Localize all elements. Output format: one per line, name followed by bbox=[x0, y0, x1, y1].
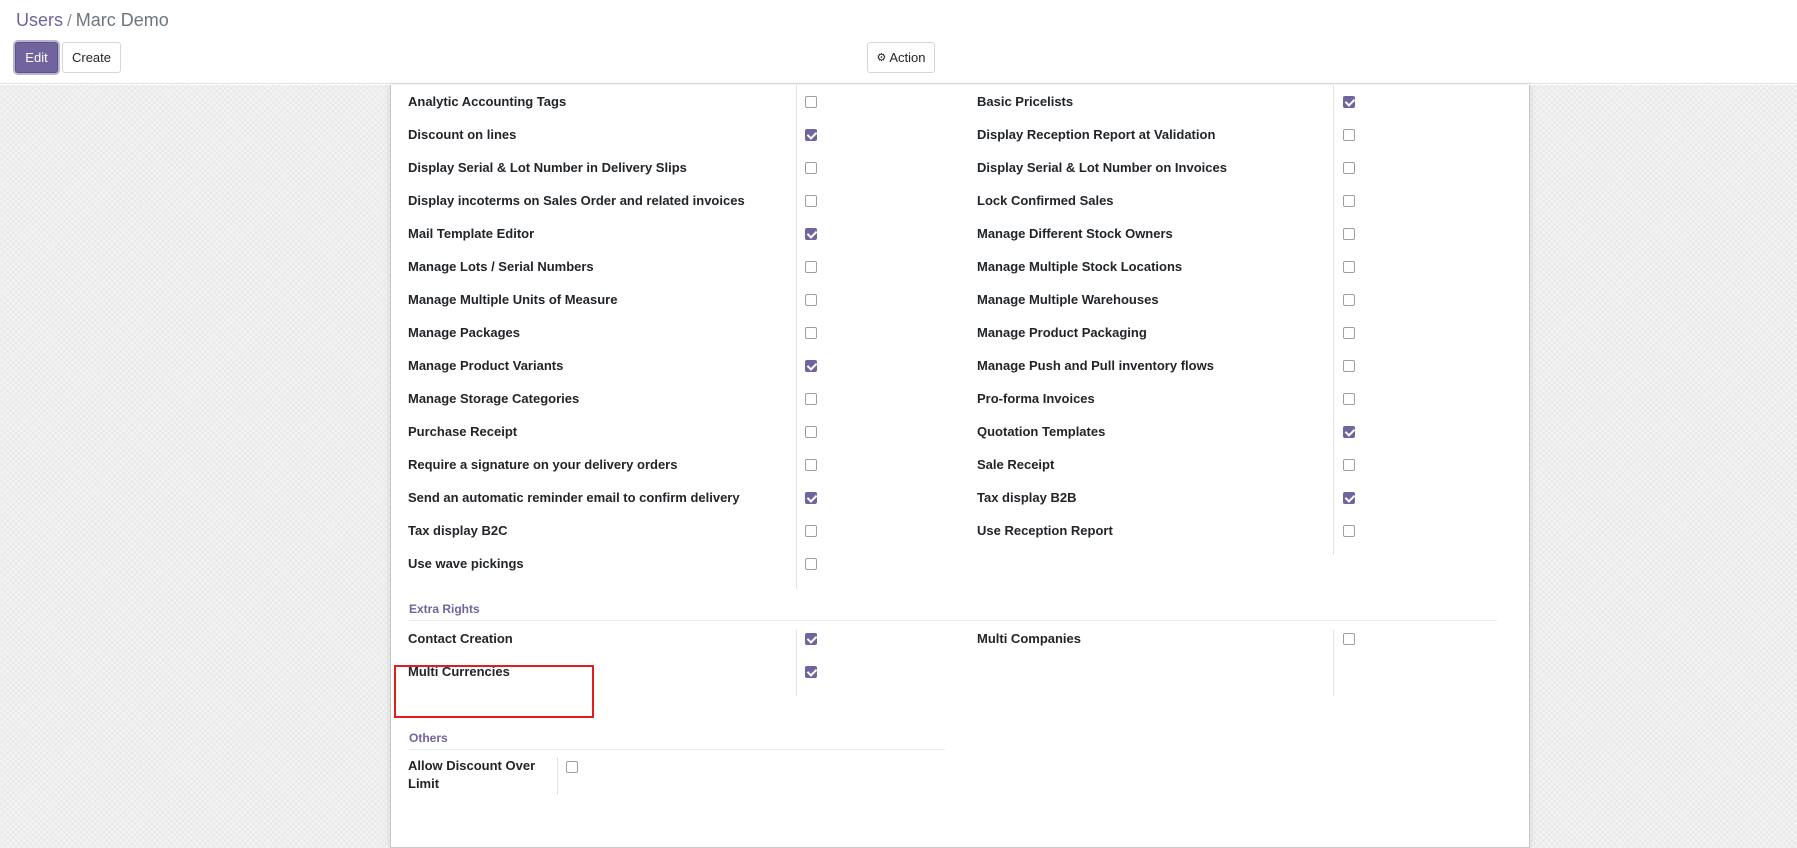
checkbox-unchecked[interactable] bbox=[1343, 129, 1355, 141]
field-label: Display Reception Report at Validation bbox=[977, 127, 1216, 142]
field-label: Manage Different Stock Owners bbox=[977, 226, 1173, 241]
checkbox-checked[interactable] bbox=[805, 360, 817, 372]
column-divider bbox=[796, 630, 797, 696]
checkbox-checked[interactable] bbox=[805, 228, 817, 240]
section-title: Others bbox=[409, 731, 448, 745]
breadcrumb-current: Marc Demo bbox=[75, 10, 169, 30]
field-label: Lock Confirmed Sales bbox=[977, 193, 1114, 208]
checkbox-unchecked[interactable] bbox=[566, 761, 578, 773]
action-label: Action bbox=[889, 50, 926, 65]
field-label: Use wave pickings bbox=[408, 556, 524, 571]
checkbox-unchecked[interactable] bbox=[805, 459, 817, 471]
checkbox-unchecked[interactable] bbox=[805, 525, 817, 537]
checkbox-unchecked[interactable] bbox=[805, 96, 817, 108]
field-label: Tax display B2C bbox=[408, 523, 508, 538]
field-label: Quotation Templates bbox=[977, 424, 1106, 439]
checkbox-unchecked[interactable] bbox=[805, 195, 817, 207]
field-label: Display Serial & Lot Number in Delivery Slips bbox=[408, 160, 687, 175]
checkbox-unchecked[interactable] bbox=[805, 327, 817, 339]
form-view-content bbox=[0, 85, 1797, 848]
field-label: Purchase Receipt bbox=[408, 424, 518, 439]
field-label: Basic Pricelists bbox=[977, 94, 1074, 109]
field-label: Manage Product Variants bbox=[408, 358, 564, 373]
checkbox-unchecked[interactable] bbox=[1343, 162, 1355, 174]
create-button[interactable]: Create bbox=[62, 42, 121, 73]
gear-icon: ⚙ bbox=[876, 52, 887, 64]
field-label: Contact Creation bbox=[408, 631, 513, 646]
field-label: Manage Storage Categories bbox=[408, 391, 580, 406]
field-label: Allow Discount Over Limit bbox=[408, 758, 536, 791]
field-label: Manage Multiple Stock Locations bbox=[977, 259, 1183, 274]
breadcrumb bbox=[16, 9, 169, 32]
field-label: Manage Multiple Warehouses bbox=[977, 292, 1159, 307]
field-label: Display Serial & Lot Number on Invoices bbox=[977, 160, 1227, 175]
edit-button[interactable]: Edit bbox=[15, 42, 58, 73]
field-label: Mail Template Editor bbox=[408, 226, 535, 241]
field-label: Analytic Accounting Tags bbox=[408, 94, 567, 109]
column-divider bbox=[796, 85, 797, 589]
field-label: Sale Receipt bbox=[977, 457, 1055, 472]
field-label: Manage Packages bbox=[408, 325, 521, 340]
checkbox-unchecked[interactable] bbox=[1343, 261, 1355, 273]
field-label: Manage Product Packaging bbox=[977, 325, 1147, 340]
checkbox-unchecked[interactable] bbox=[805, 393, 817, 405]
field-label: Manage Lots / Serial Numbers bbox=[408, 259, 594, 274]
checkbox-unchecked[interactable] bbox=[1343, 459, 1355, 471]
form-sheet bbox=[390, 85, 1530, 848]
checkbox-unchecked[interactable] bbox=[805, 261, 817, 273]
checkbox-unchecked[interactable] bbox=[805, 558, 817, 570]
control-panel bbox=[0, 0, 1797, 84]
field-label: Use Reception Report bbox=[977, 523, 1113, 538]
checkbox-unchecked[interactable] bbox=[805, 426, 817, 438]
section-separator bbox=[409, 620, 1497, 621]
checkbox-unchecked[interactable] bbox=[1343, 525, 1355, 537]
checkbox-unchecked[interactable] bbox=[805, 162, 817, 174]
field-label: Pro-forma Invoices bbox=[977, 391, 1095, 406]
field-label: Discount on lines bbox=[408, 127, 517, 142]
checkbox-checked[interactable] bbox=[805, 666, 817, 678]
checkbox-unchecked[interactable] bbox=[1343, 360, 1355, 372]
checkbox-checked[interactable] bbox=[1343, 96, 1355, 108]
checkbox-unchecked[interactable] bbox=[1343, 393, 1355, 405]
field-label: Tax display B2B bbox=[977, 490, 1077, 505]
action-button[interactable] bbox=[867, 42, 935, 73]
checkbox-checked[interactable] bbox=[805, 492, 817, 504]
breadcrumb-separator: / bbox=[67, 11, 72, 30]
checkbox-unchecked[interactable] bbox=[1343, 327, 1355, 339]
field-label: Require a signature on your delivery orders bbox=[408, 457, 678, 472]
section-title: Extra Rights bbox=[409, 602, 480, 616]
breadcrumb-users-link[interactable]: Users bbox=[16, 10, 64, 30]
field-label: Send an automatic reminder email to confirm delivery bbox=[408, 490, 740, 505]
field-label: Multi Currencies bbox=[408, 664, 510, 679]
checkbox-unchecked[interactable] bbox=[805, 294, 817, 306]
field-label: Manage Multiple Units of Measure bbox=[408, 292, 618, 307]
field-label: Manage Push and Pull inventory flows bbox=[977, 358, 1214, 373]
column-divider bbox=[1333, 85, 1334, 555]
section-separator bbox=[409, 749, 945, 750]
column-divider bbox=[1333, 630, 1334, 696]
field-label: Multi Companies bbox=[977, 631, 1082, 646]
checkbox-unchecked[interactable] bbox=[1343, 195, 1355, 207]
field-label: Display incoterms on Sales Order and related invoices bbox=[408, 193, 745, 208]
column-divider bbox=[557, 757, 558, 795]
checkbox-unchecked[interactable] bbox=[1343, 633, 1355, 645]
checkbox-checked[interactable] bbox=[1343, 492, 1355, 504]
checkbox-checked[interactable] bbox=[1343, 426, 1355, 438]
checkbox-checked[interactable] bbox=[805, 633, 817, 645]
checkbox-checked[interactable] bbox=[805, 129, 817, 141]
highlight-box bbox=[394, 665, 594, 718]
checkbox-unchecked[interactable] bbox=[1343, 294, 1355, 306]
checkbox-unchecked[interactable] bbox=[1343, 228, 1355, 240]
